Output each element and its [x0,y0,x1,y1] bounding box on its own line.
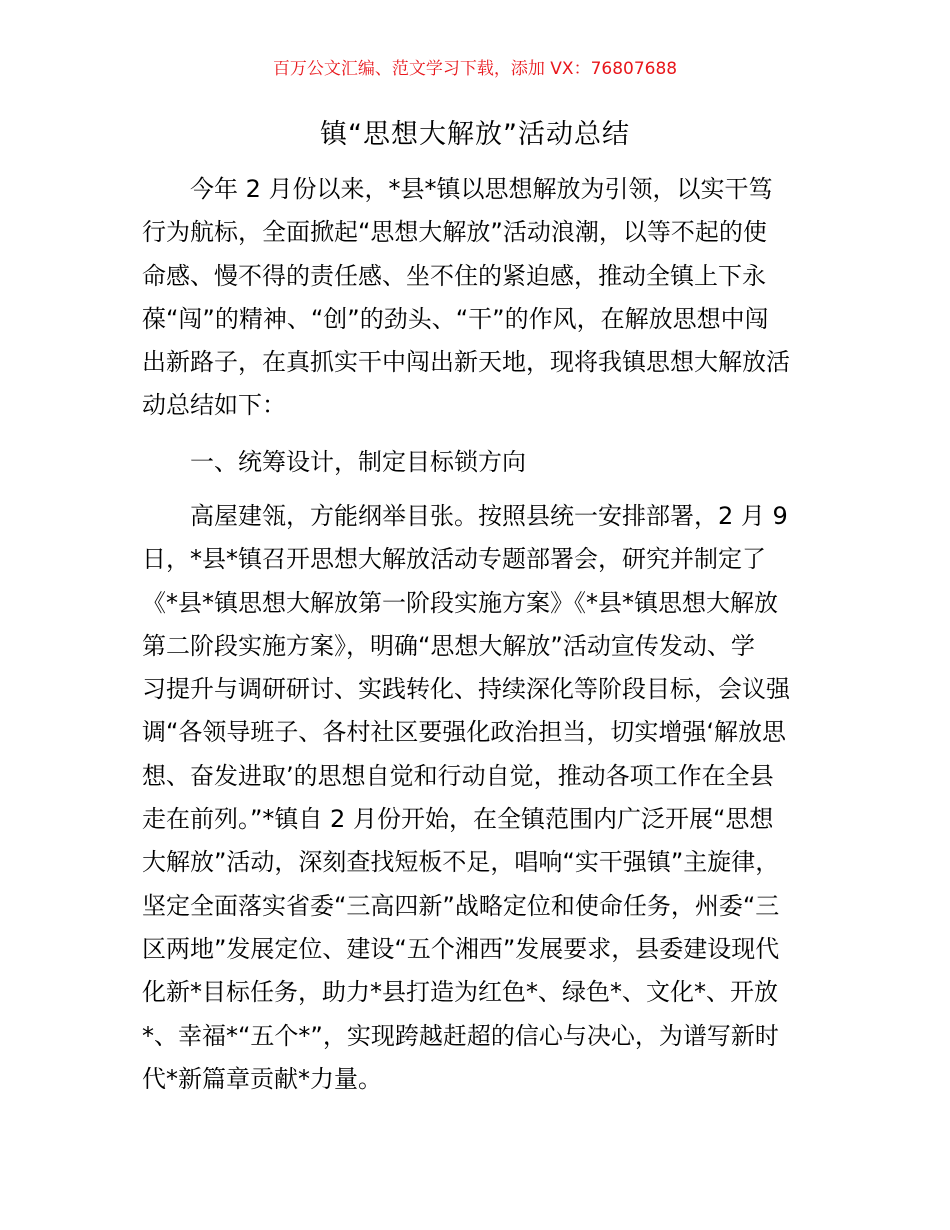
paragraph [142,168,822,428]
paragraph-intro [142,168,822,428]
text-line: 葆“闯”的精神、“创”的劲头、“干”的作风，在解放思想中闯 [142,304,769,333]
text-line: 动总结如下： [142,391,286,420]
text-line: 走在前列。”*镇自 2 月份开始，在全镇范围内广泛开展“思想 [142,805,774,834]
section-heading-1 [142,441,822,484]
text-line: 区两地”发展定位、建设“五个湘西”发展要求，县委建设现代 [142,934,780,963]
document-title: 镇“思想大解放”活动总结 [320,119,630,150]
text-line: 坚定全面落实省委“三高四新”战略定位和使命任务，州委“三 [142,891,780,920]
text-line: 代*新篇章贡献*力量。 [142,1064,382,1093]
text-line: 日，*县*镇召开思想大解放活动专题部署会，研究并制定了 [142,545,766,574]
text-line: 调“各领导班子、各村社区要强化政治担当，切实增强‘解放思 [142,718,787,747]
watermark-header: 百万公文汇编、范文学习下载，添加 VX：76807688 [272,59,678,79]
text-line: 一、统筹设计，制定目标锁方向 [190,448,526,476]
text-line: 命感、慢不得的责任感、坐不住的紧迫感，推动全镇上下永 [142,261,766,290]
text-line: 习提升与调研研讨、实践转化、持续深化等阶段目标，会议强 [142,675,790,704]
paragraph [142,495,822,1101]
text-line: 出新路子，在真抓实干中闯出新天地，现将我镇思想大解放活 [142,348,790,377]
text-line: *、幸福*“五个*”，实现跨越赶超的信心与决心，为谱写新时 [142,1021,779,1050]
text-line: 今年 2 月份以来，*县*镇以思想解放为引领，以实干笃 [190,175,773,203]
text-line: 想、奋发进取’的思想自觉和行动自觉，推动各项工作在全县 [142,761,774,790]
text-line: 第二阶段实施方案》，明确“思想大解放”活动宣传发动、学 [142,631,755,660]
text-line: 《*县*镇思想大解放第一阶段实施方案》《*县*镇思想大解放 [142,588,778,617]
paragraph-section-1 [142,495,822,1101]
text-line: 高屋建瓴，方能纲举目张。按照县统一安排部署，2 月 9 [190,502,788,530]
section-heading [142,441,822,484]
text-line: 行为航标，全面掀起“思想大解放”活动浪潮，以等不起的使 [142,218,767,247]
text-line: 大解放”活动，深刻查找短板不足，唱响“实干强镇”主旋律， [142,848,780,877]
text-line: 化新*目标任务，助力*县打造为红色*、绿色*、文化*、开放 [142,978,778,1007]
